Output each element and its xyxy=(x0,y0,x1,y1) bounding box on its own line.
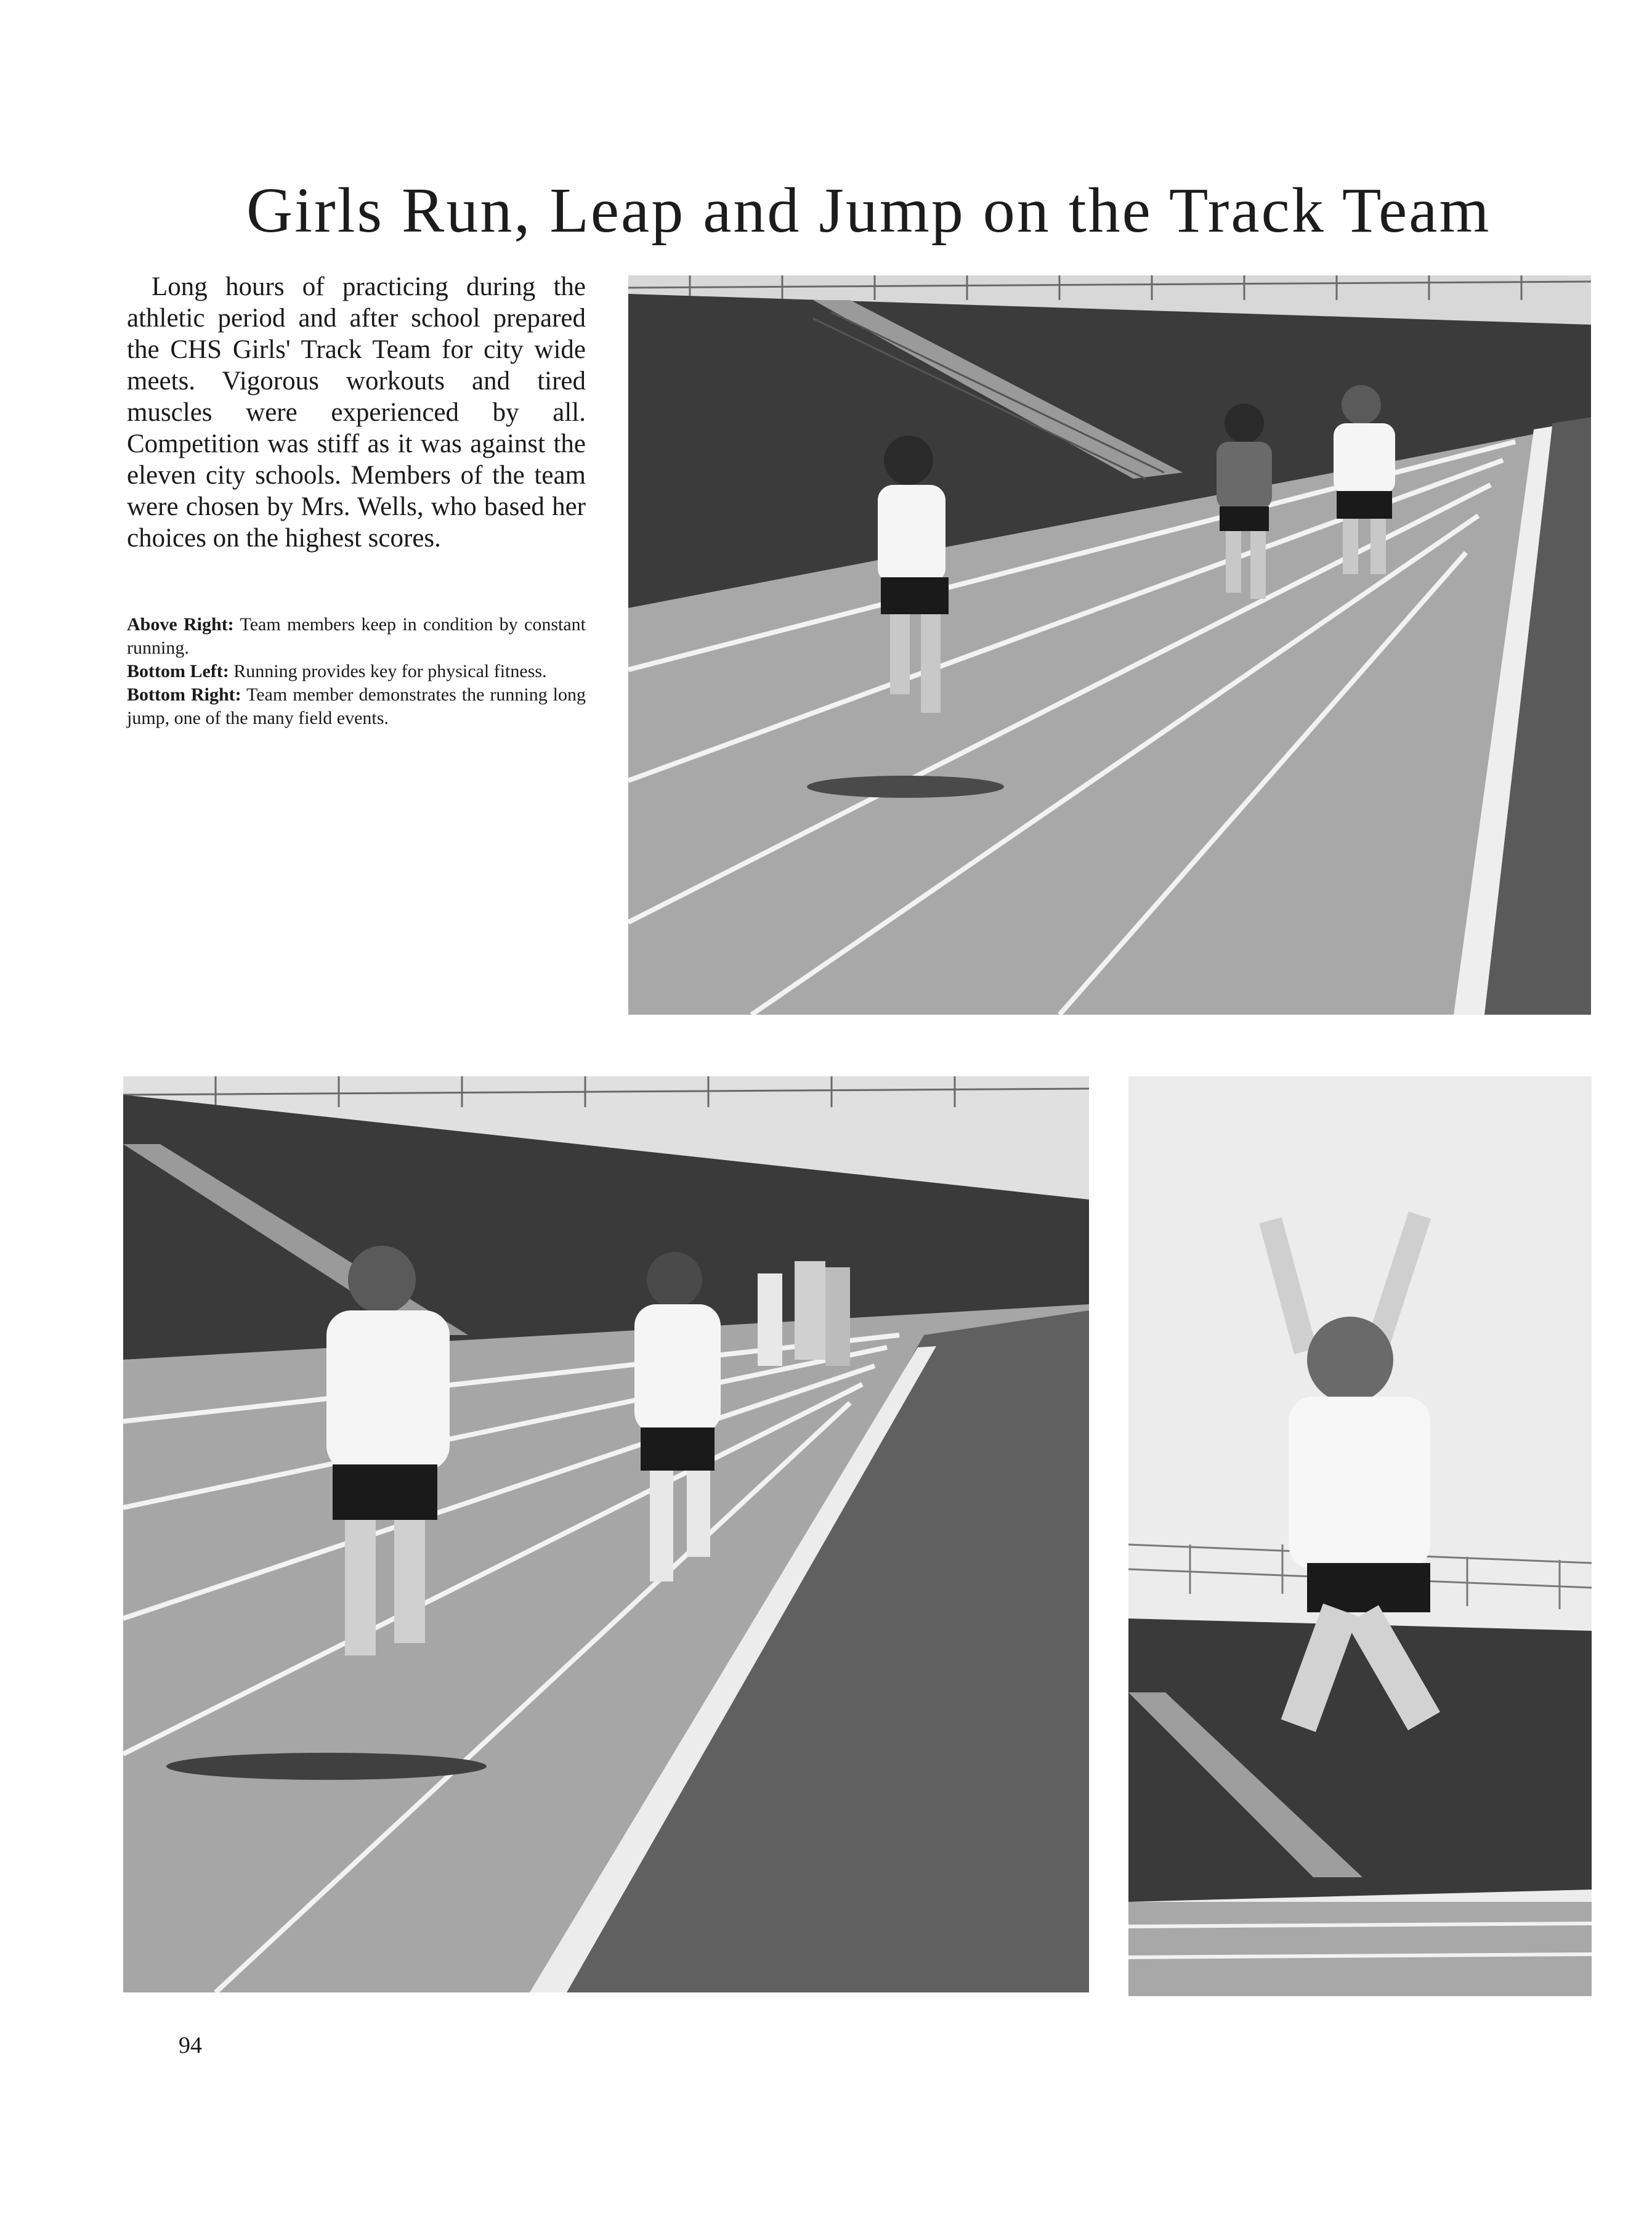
caption-bottom-right xyxy=(127,683,586,730)
photo-long-jump-image xyxy=(1128,1076,1592,1996)
caption-label: Bottom Right: xyxy=(127,684,241,705)
photo-track-runners-image xyxy=(628,275,1591,1015)
page-title: Girls Run, Leap and Jump on the Track Team xyxy=(246,175,1491,246)
caption-bottom-left xyxy=(127,660,586,683)
caption-label: Bottom Left: xyxy=(127,661,229,681)
caption-label: Above Right: xyxy=(127,614,234,635)
caption-above-right xyxy=(127,613,586,660)
body-paragraph: Long hours of practicing during the athletic period and after school prepared the CHS Girls' Track Team for city wide meets. Vigorous workouts and tired muscles were experienced by all. Competition was stiff as it was against the eleven city schools. Members of the team were chosen by Mrs. Wells, who based her choices on the highest scores. xyxy=(127,272,586,553)
caption-text: Team members keep in condition by constant running. xyxy=(127,614,586,658)
page-number: 94 xyxy=(179,2032,202,2058)
caption-text: Team member demonstrates the running long jump, one of the many field events. xyxy=(127,684,586,728)
photo-two-runners-image xyxy=(123,1076,1089,1992)
photo-two-runners xyxy=(123,1076,1089,1992)
photo-captions xyxy=(127,613,586,730)
caption-text: Running provides key for physical fitness. xyxy=(229,661,547,681)
photo-long-jump xyxy=(1128,1076,1592,1996)
photo-track-runners xyxy=(628,275,1591,1015)
